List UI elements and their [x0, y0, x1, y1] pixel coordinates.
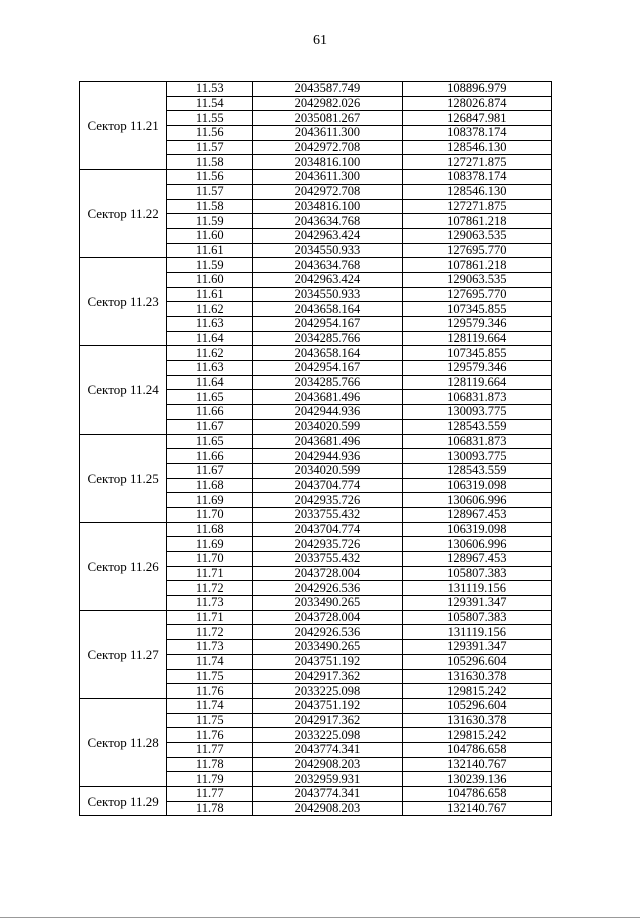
x-coordinate-cell: 2043751.192 — [253, 654, 402, 669]
point-number-cell: 11.55 — [167, 111, 253, 126]
y-coordinate-cell: 131630.378 — [402, 713, 551, 728]
x-coordinate-cell: 2043681.496 — [253, 390, 402, 405]
sector-name-cell: Сектор 11.27 — [80, 610, 167, 698]
x-coordinate-cell: 2042926.536 — [253, 625, 402, 640]
point-number-cell: 11.75 — [167, 713, 253, 728]
y-coordinate-cell: 129063.535 — [402, 228, 551, 243]
x-coordinate-cell: 2033755.432 — [253, 552, 402, 567]
y-coordinate-cell: 127695.770 — [402, 243, 551, 258]
y-coordinate-cell: 105296.604 — [402, 698, 551, 713]
x-coordinate-cell: 2042944.936 — [253, 405, 402, 420]
point-number-cell: 11.74 — [167, 654, 253, 669]
page-bottom-edge — [0, 917, 640, 918]
sector-name-cell: Сектор 11.26 — [80, 522, 167, 610]
point-number-cell: 11.60 — [167, 228, 253, 243]
x-coordinate-cell: 2033755.432 — [253, 507, 402, 522]
point-number-cell: 11.73 — [167, 640, 253, 655]
x-coordinate-cell: 2033490.265 — [253, 640, 402, 655]
y-coordinate-cell: 127271.875 — [402, 199, 551, 214]
x-coordinate-cell: 2042954.167 — [253, 317, 402, 332]
y-coordinate-cell: 107345.855 — [402, 302, 551, 317]
x-coordinate-cell: 2033225.098 — [253, 684, 402, 699]
x-coordinate-cell: 2042972.708 — [253, 184, 402, 199]
point-number-cell: 11.64 — [167, 375, 253, 390]
y-coordinate-cell: 129815.242 — [402, 684, 551, 699]
y-coordinate-cell: 129391.347 — [402, 640, 551, 655]
x-coordinate-cell: 2033490.265 — [253, 596, 402, 611]
x-coordinate-cell: 2043751.192 — [253, 698, 402, 713]
y-coordinate-cell: 130093.775 — [402, 405, 551, 420]
x-coordinate-cell: 2032959.931 — [253, 772, 402, 787]
point-number-cell: 11.68 — [167, 478, 253, 493]
table-row — [80, 346, 552, 361]
point-number-cell: 11.70 — [167, 507, 253, 522]
x-coordinate-cell: 2042972.708 — [253, 140, 402, 155]
x-coordinate-cell: 2034816.100 — [253, 199, 402, 214]
y-coordinate-cell: 128026.874 — [402, 96, 551, 111]
y-coordinate-cell: 129815.242 — [402, 728, 551, 743]
x-coordinate-cell: 2033225.098 — [253, 728, 402, 743]
y-coordinate-cell: 128119.664 — [402, 331, 551, 346]
point-number-cell: 11.73 — [167, 596, 253, 611]
x-coordinate-cell: 2043634.768 — [253, 214, 402, 229]
point-number-cell: 11.62 — [167, 302, 253, 317]
point-number-cell: 11.65 — [167, 390, 253, 405]
y-coordinate-cell: 128546.130 — [402, 140, 551, 155]
x-coordinate-cell: 2043611.300 — [253, 126, 402, 141]
y-coordinate-cell: 105296.604 — [402, 654, 551, 669]
x-coordinate-cell: 2034020.599 — [253, 419, 402, 434]
sector-name-cell: Сектор 11.25 — [80, 434, 167, 522]
x-coordinate-cell: 2034816.100 — [253, 155, 402, 170]
y-coordinate-cell: 131119.156 — [402, 581, 551, 596]
point-number-cell: 11.62 — [167, 346, 253, 361]
point-number-cell: 11.77 — [167, 742, 253, 757]
sector-name-cell: Сектор 11.24 — [80, 346, 167, 434]
x-coordinate-cell: 2043611.300 — [253, 170, 402, 185]
y-coordinate-cell: 131119.156 — [402, 625, 551, 640]
y-coordinate-cell: 105807.383 — [402, 610, 551, 625]
table-row — [80, 787, 552, 802]
point-number-cell: 11.68 — [167, 522, 253, 537]
x-coordinate-cell: 2043681.496 — [253, 434, 402, 449]
y-coordinate-cell: 128967.453 — [402, 552, 551, 567]
y-coordinate-cell: 128543.559 — [402, 463, 551, 478]
table-row — [80, 698, 552, 713]
point-number-cell: 11.71 — [167, 566, 253, 581]
point-number-cell: 11.74 — [167, 698, 253, 713]
point-number-cell: 11.76 — [167, 684, 253, 699]
x-coordinate-cell: 2043774.341 — [253, 742, 402, 757]
y-coordinate-cell: 127271.875 — [402, 155, 551, 170]
point-number-cell: 11.66 — [167, 405, 253, 420]
y-coordinate-cell: 108378.174 — [402, 170, 551, 185]
y-coordinate-cell: 130093.775 — [402, 449, 551, 464]
y-coordinate-cell: 104786.658 — [402, 742, 551, 757]
y-coordinate-cell: 129579.346 — [402, 317, 551, 332]
point-number-cell: 11.63 — [167, 317, 253, 332]
x-coordinate-cell: 2042963.424 — [253, 228, 402, 243]
x-coordinate-cell: 2042917.362 — [253, 713, 402, 728]
point-number-cell: 11.57 — [167, 184, 253, 199]
y-coordinate-cell: 130606.996 — [402, 537, 551, 552]
y-coordinate-cell: 128967.453 — [402, 507, 551, 522]
sector-name-cell: Сектор 11.23 — [80, 258, 167, 346]
y-coordinate-cell: 129391.347 — [402, 596, 551, 611]
point-number-cell: 11.53 — [167, 82, 253, 97]
point-number-cell: 11.54 — [167, 96, 253, 111]
x-coordinate-cell: 2042908.203 — [253, 757, 402, 772]
x-coordinate-cell: 2043658.164 — [253, 302, 402, 317]
y-coordinate-cell: 128546.130 — [402, 184, 551, 199]
point-number-cell: 11.77 — [167, 787, 253, 802]
point-number-cell: 11.59 — [167, 258, 253, 273]
point-number-cell: 11.60 — [167, 272, 253, 287]
y-coordinate-cell: 106319.098 — [402, 522, 551, 537]
y-coordinate-cell: 127695.770 — [402, 287, 551, 302]
x-coordinate-cell: 2043774.341 — [253, 787, 402, 802]
y-coordinate-cell: 129063.535 — [402, 272, 551, 287]
point-number-cell: 11.65 — [167, 434, 253, 449]
x-coordinate-cell: 2034285.766 — [253, 375, 402, 390]
point-number-cell: 11.75 — [167, 669, 253, 684]
sector-name-cell: Сектор 11.22 — [80, 170, 167, 258]
point-number-cell: 11.56 — [167, 126, 253, 141]
y-coordinate-cell: 131630.378 — [402, 669, 551, 684]
point-number-cell: 11.72 — [167, 625, 253, 640]
x-coordinate-cell: 2043658.164 — [253, 346, 402, 361]
table-row — [80, 170, 552, 185]
y-coordinate-cell: 107345.855 — [402, 346, 551, 361]
y-coordinate-cell: 105807.383 — [402, 566, 551, 581]
sector-name-cell: Сектор 11.28 — [80, 698, 167, 786]
x-coordinate-cell: 2034550.933 — [253, 243, 402, 258]
x-coordinate-cell: 2043728.004 — [253, 610, 402, 625]
y-coordinate-cell: 128543.559 — [402, 419, 551, 434]
y-coordinate-cell: 108378.174 — [402, 126, 551, 141]
point-number-cell: 11.70 — [167, 552, 253, 567]
point-number-cell: 11.79 — [167, 772, 253, 787]
x-coordinate-cell: 2035081.267 — [253, 111, 402, 126]
x-coordinate-cell: 2043728.004 — [253, 566, 402, 581]
point-number-cell: 11.66 — [167, 449, 253, 464]
point-number-cell: 11.58 — [167, 199, 253, 214]
point-number-cell: 11.58 — [167, 155, 253, 170]
x-coordinate-cell: 2043704.774 — [253, 478, 402, 493]
sector-coordinates-table — [79, 81, 552, 816]
table-row — [80, 610, 552, 625]
page-number: 61 — [313, 33, 327, 48]
x-coordinate-cell: 2042954.167 — [253, 361, 402, 376]
x-coordinate-cell: 2042944.936 — [253, 449, 402, 464]
point-number-cell: 11.57 — [167, 140, 253, 155]
table-row — [80, 258, 552, 273]
point-number-cell: 11.78 — [167, 757, 253, 772]
point-number-cell: 11.67 — [167, 419, 253, 434]
point-number-cell: 11.69 — [167, 493, 253, 508]
point-number-cell: 11.78 — [167, 801, 253, 816]
point-number-cell: 11.64 — [167, 331, 253, 346]
x-coordinate-cell: 2034285.766 — [253, 331, 402, 346]
y-coordinate-cell: 128119.664 — [402, 375, 551, 390]
x-coordinate-cell: 2043587.749 — [253, 82, 402, 97]
table-row — [80, 82, 552, 97]
y-coordinate-cell: 107861.218 — [402, 214, 551, 229]
x-coordinate-cell: 2034020.599 — [253, 463, 402, 478]
y-coordinate-cell: 132140.767 — [402, 801, 551, 816]
point-number-cell: 11.71 — [167, 610, 253, 625]
y-coordinate-cell: 129579.346 — [402, 361, 551, 376]
x-coordinate-cell: 2034550.933 — [253, 287, 402, 302]
y-coordinate-cell: 106319.098 — [402, 478, 551, 493]
x-coordinate-cell: 2042917.362 — [253, 669, 402, 684]
table-body — [80, 82, 552, 816]
x-coordinate-cell: 2042908.203 — [253, 801, 402, 816]
x-coordinate-cell: 2043704.774 — [253, 522, 402, 537]
table-row — [80, 434, 552, 449]
point-number-cell: 11.69 — [167, 537, 253, 552]
point-number-cell: 11.61 — [167, 243, 253, 258]
y-coordinate-cell: 132140.767 — [402, 757, 551, 772]
sector-name-cell: Сектор 11.29 — [80, 787, 167, 816]
y-coordinate-cell: 130606.996 — [402, 493, 551, 508]
point-number-cell: 11.61 — [167, 287, 253, 302]
y-coordinate-cell: 106831.873 — [402, 390, 551, 405]
y-coordinate-cell: 130239.136 — [402, 772, 551, 787]
point-number-cell: 11.63 — [167, 361, 253, 376]
point-number-cell: 11.67 — [167, 463, 253, 478]
y-coordinate-cell: 106831.873 — [402, 434, 551, 449]
y-coordinate-cell: 107861.218 — [402, 258, 551, 273]
x-coordinate-cell: 2042926.536 — [253, 581, 402, 596]
y-coordinate-cell: 108896.979 — [402, 82, 551, 97]
table-row — [80, 522, 552, 537]
y-coordinate-cell: 126847.981 — [402, 111, 551, 126]
y-coordinate-cell: 104786.658 — [402, 787, 551, 802]
x-coordinate-cell: 2043634.768 — [253, 258, 402, 273]
point-number-cell: 11.76 — [167, 728, 253, 743]
point-number-cell: 11.72 — [167, 581, 253, 596]
x-coordinate-cell: 2042935.726 — [253, 493, 402, 508]
x-coordinate-cell: 2042935.726 — [253, 537, 402, 552]
x-coordinate-cell: 2042982.026 — [253, 96, 402, 111]
x-coordinate-cell: 2042963.424 — [253, 272, 402, 287]
point-number-cell: 11.56 — [167, 170, 253, 185]
sector-name-cell: Сектор 11.21 — [80, 82, 167, 170]
point-number-cell: 11.59 — [167, 214, 253, 229]
